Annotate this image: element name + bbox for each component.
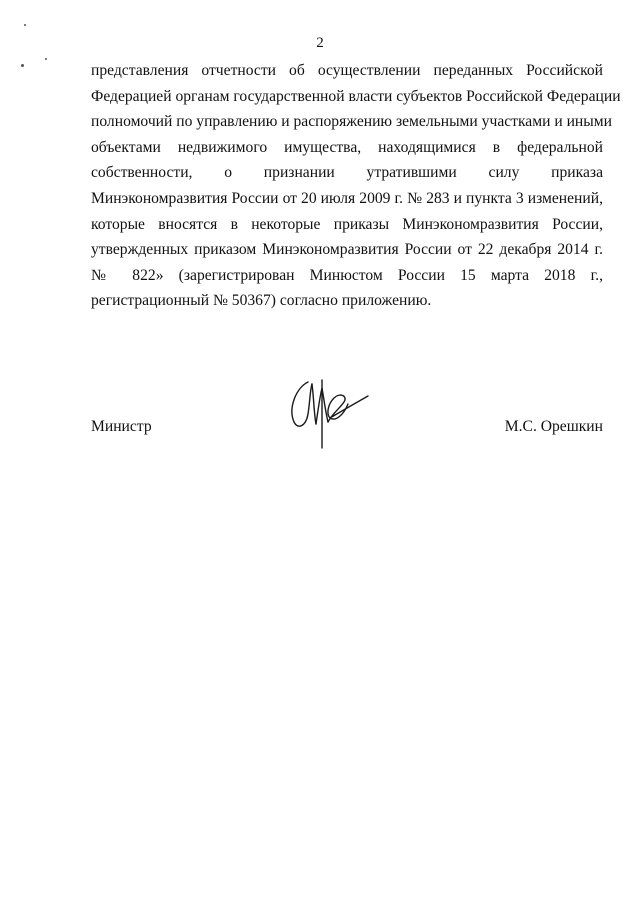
scan-speck [24, 24, 26, 26]
body-line: Федерацией органам государственной власти субъектов Российской Федерации [91, 87, 621, 105]
body-line: объектами недвижимого имущества, находящимися в федеральной [91, 138, 603, 156]
body-line: № 822» (зарегистрирован Минюстом России 15 марта 2018 г., [91, 266, 603, 284]
signatory-name: М.С. Орешкин [504, 418, 603, 435]
body-line: утвержденных приказом Минэкономразвития России от 22 декабря 2014 г. [91, 241, 603, 259]
body-line: Минэкономразвития России от 20 июля 2009 г. № 283 и пункта 3 изменений, [91, 189, 603, 207]
scan-speck [45, 58, 47, 60]
body-paragraph [91, 58, 621, 314]
body-line: представления отчетности об осуществлении переданных Российской [91, 62, 603, 79]
body-line: собственности, о признании утратившими силу приказа [91, 164, 603, 182]
scan-speck [21, 64, 24, 67]
signatory-title: Министр [91, 418, 152, 435]
body-line: которые вносятся в некоторые приказы Минэкономразвития России, [91, 215, 603, 233]
body-line-last: регистрационный № 50367) согласно приложению. [91, 292, 432, 310]
page-number: 2 [316, 35, 324, 51]
body-line: полномочий по управлению и распоряжению земельными участками и иными [91, 113, 612, 131]
handwritten-signature [278, 374, 372, 450]
